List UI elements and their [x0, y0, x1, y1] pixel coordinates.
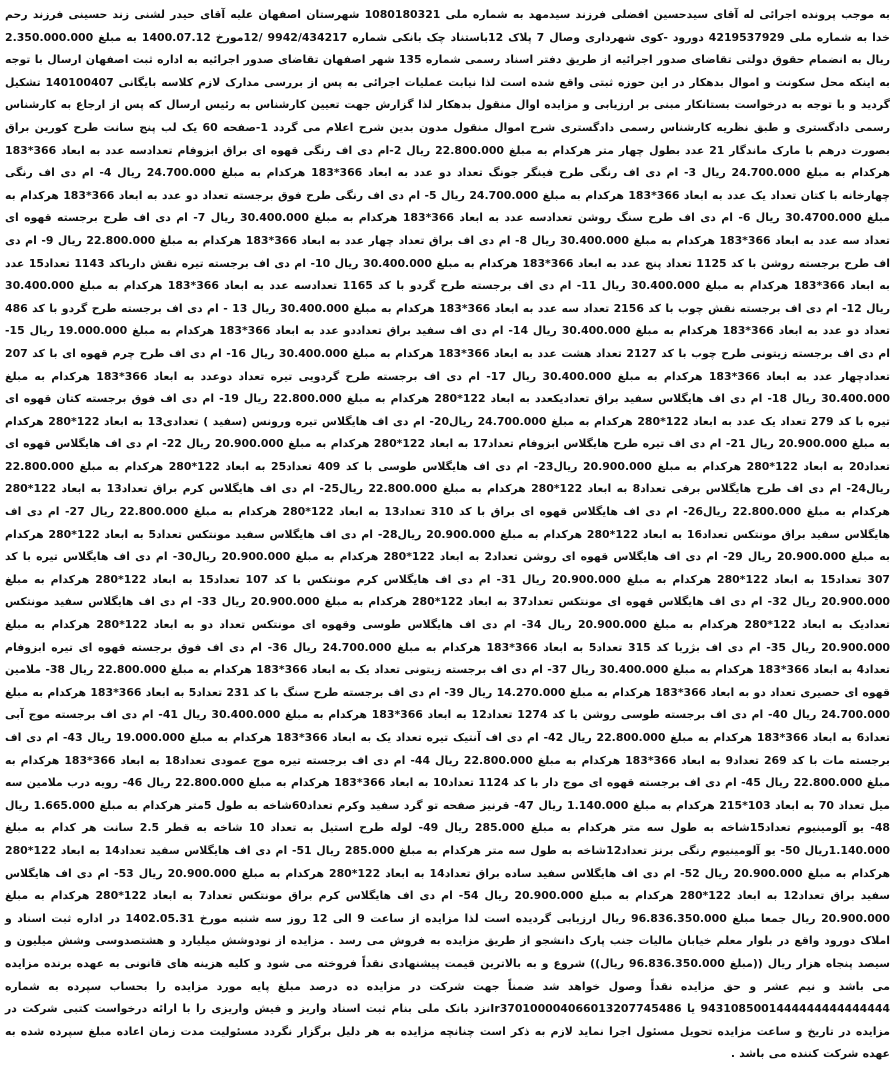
auction-notice-body: به موجب پرونده اجرائی له آقای سیدحسین افضلی فرزند سیدمهد به شماره ملی 1080180321 شهرستان اصفهان علیه آقای حیدر لشنی زند حسینی فرزند رحم خدا به شماره ملی 4219537929 دورود -کوی شهرداری وصال 7 پلاک 12باستناد چک بانکی شماره 9942/434217 /12مورخ 1400.07.12 به مبلغ 2.350.000.000 ریال به انضمام حقوق دولتی تقاضای صدور اجرائیه از طریق دفتر اسناد رسمی شماره 135 شهر اصفهان تقاضای صدور اجرائیه به اداره ثبت اصفهان ارسال با توجه به اینکه محل سکونت و اموال بدهکار در این حوزه ثبتی واقع شده است لذا نیابت عملیات اجرائی به پس از بررسی مدارک لازم کلاسه بایگانی 140100407 تشکیل گردید و با توجه به درخواست بستانکار مبنی بر ارزیابی و مزایده اوال منقول بدهکار لذا گزارش جهت تعیین کارشناس به رئیس ارسال که پس از ارجاع به کارشناس رسمی دادگستری و طبق نظریه کارشناس رسمی دادگستری شرح اموال منقول مدون بدین شرح اعلام می گردد 1-صفحه 60 یک لب پنج سانت طرح کورین براق بصورت درهم با مارک ماندگار 21 عدد بطول چهار متر هرکدام به مبلغ 22.800.000 ریال 2-ام دی اف رنگی قهوه ای براق ابزوفام تعدادسه عدد به ابعاد 366*183 هرکدام به مبلغ 24.700.000 ریال 3- ام دی اف رنگی طرح فینگر جونگ تعداد دو عدد به ابعاد 366*183 هرکدام به مبلغ 24.700.000 ریال 4- ام دی اف رنگی چهارخانه با کتان تعداد یک عدد به ابعاد 366*183 هرکدام به مبلغ 24.700.000 ریال 5- ام دی اف رنگی طرح فوق برجسته تعداد دو عدد به ابعاد 366*183 هرکدام به مبلغ 30.4700.000 ریال 6- ام دی اف طرح سنگ روشن تعدادسه عدد به ابعاد 366*183 هرکدام به مبلغ 30.400.000 ریال 7- ام دی اف طرح برجسته قهوه ای تعداد سه عدد به ابعاد 366*183 هرکدام به مبلغ 30.400.000 ریال 8- ام دی اف براق تعداد چهار عدد به ابعاد 366*183 هرکدام به مبلغ 22.800.000 ریال 9- ام دی اف طرح برجسته روشن با کد 1125 تعداد پنج عدد به ابعاد 366*183 هرکدام به مبلغ 30.400.000 ریال 10- ام دی اف برجسته تیره نقش دارباکد 1143 تعداد15 عدد به ابعاد 366*183 هرکدام به مبلغ 30.400.000 ریال 11- ام دی اف برجسته طرح گردو با کد 1165 تعدادسه عدد به ابعاد 366*183 هرکدام به مبلغ 30.400.000 ریال 12- ام دی اف برجسته نقش چوب با کد 2156 تعداد سه عدد به ابعاد 366*183 هرکدام به مبلغ 30.400.000 ریال 13 - ام دی اف برجسته طرح گردو با کد 486 تعداد دو عدد به ابعاد 366*183 هرکدام به مبلغ 30.400.000 ریال 14- ام دی اف سفید براق تعداددو عدد به ابعاد 366*183 هرکدام به مبلغ 19.000.000 ریال 15- ام دی اف برجسته زیتونی طرح چوب با کد 2127 تعداد هشت عدد به ابعاد 366*183 هرکدام به مبلغ 30.400.000 ریال 16- ام دی اف طرح چرم قهوه ای با کد 207 تعدادچهار عدد به ابعاد 366*183 هرکدام به مبلغ 30.400.000 ریال 17- ام دی اف برجسته طرح گردویی تیره تعداد دوعدد به ابعاد 366*183 هرکدام به مبلغ 30.400.000 ریال 18- ام دی اف هایگلاس سفید براق تعدادیکعدد به ابعاد 122*280 هرکدام به مبلغ 22.800.000 ریال 19- ام دی اف فوق برجسته کتان قهوه ای تیره با کد 279 تعداد یک عدد به ابعاد 122*280 هرکدام به مبلغ 24.700.000 ریال20- ام دی اف هایگلاس تیره ورونس (سفید ) تعدادی13 به ابعاد 122*280 هرکدام به مبلغ 20.900.000 ریال 21- ام دی اف تیره طرح هایگلاس ابزوفام تعداد17 به ابعاد 122*280 هرکدام به مبلغ 20.900.000 ریال 22- ام دی اف هایگلاس قهوه ای تعداد20 به ابعاد 122*280 هرکدام به مبلغ 20.900.000 ریال23- ام دی اف هایگلاس طوسی با کد 409 تعداد25 به ابعاد 122*280 هرکدام به مبلغ 22.800.000 ریال24- ام دی اف طرح هایگلاس برفی تعداد8 به ابعاد 122*280 هرکدام به مبلغ 22.800.000 ریال25- ام دی اف هایگلاس کرم براق تعداد13 به ابعاد 122*280 هرکدام به مبلغ 22.800.000 ریال26- ام دی اف هایگلاس قهوه ای براق با کد 310 تعداد13 به ابعاد 122*280 هرکدام به مبلغ 22.800.000 ریال 27- ام دی اف هایگلاس سفید براق مونتکس تعداد16 به ابعاد 122*280 هرکدام به مبلغ 20.900.000 ریال28- ام دی اف هایگلاس سفید مونتکس تعداد5 به ابعاد 122*280 هرکدام به مبلغ 20.900.000 ریال 29- ام دی اف هایگلاس قهوه ای روشن تعداد2 به ابعاد 122*280 هرکدام به مبلغ 20.900.000 ریال30- ام دی اف هایگلاس تیره با کد 307 تعداد15 به ابعاد 122*280 هرکدام به مبلغ 20.900.000 ریال 31- ام دی اف هایگلاس کرم مونتکس با کد 107 تعداد15 به ابعاد 122*280 هرکدام به مبلغ 20.900.000 ریال 32- ام دی اف هایگلاس قهوه ای مونتکس تعداد37 به ابعاد 122*280 هرکدام به مبلغ 20.900.000 ریال 33- ام دی اف هایگلاس سفید مونتکس تعدادیک به ابعاد 122*280 هرکدام به مبلغ 20.900.000 ریال 34- ام دی اف هایگلاس طوسی وقهوه ای مونتکس تعداد دو به ابعاد 122*280 هرکدام به مبلغ 20.900.000 ریال 35- ام دی اف بژربا کد 315 تعداد5 به ابعاد 366*183 هرکدام به مبلغ 24.700.000 ریال 36- ام دی اف فوق برجسته قهوه ای تیره ابزوفام تعداد4 به ابعاد 366*183 هرکدام به مبلغ 30.400.000 ریال 37- ام دی اف برجسته زیتونی تعداد یک به ابعاد 366*183 هرکدام به مبلغ 22.800.000 ریال 38- ملامین قهوه ای حصیری تعداد دو به ابعاد 366*183 هرکدام به مبلغ 14.270.000 ریال 39- ام دی اف برجسته طرح سنگ با کد 231 تعداد5 به ابعاد 366*183 هرکدام به مبلغ 24.700.000 ریال 40- ام دی اف برجسته طوسی روشن با کد 1274 تعداد12 به ابعاد 366*183 هرکدام به مبلغ 30.400.000 ریال 41- ام دی اف برجسته موج آبی تعداد6 به ابعاد 366*183 هرکدام به مبلغ 22.800.000 ریال 42- ام دی اف آنتیک تیره تعداد یک به ابعاد 366*183 هرکدام به مبلغ 19.000.000 ریال 43- ام دی اف برجسته مات با کد 269 تعداد9 به ابعاد 366*183 هرکدام به مبلغ 22.800.000 ریال 44- ام دی اف برجسته تیره موج عمودی تعداد18 به ابعاد 366*183 هرکدام به مبلغ 22.800.000 ریال 45- ام دی اف برجسته قهوه ای موج دار با کد 1124 تعداد10 به ابعاد 366*183 هرکدام به مبلغ 22.800.000 ریال 46- رویه درب ملامین سه میل تعداد 70 به ابعاد 103*215 هرکدام به مبلغ 1.140.000 ریال 47- قرنیز صفحه تو گرد سفید وکرم تعداد60شاخه به طول 5متر هرکدام به مبلغ 1.665.000 ریال 48- یو آلومینیوم تعداد15شاخه به طول سه متر هرکدام به مبلغ 285.000 ریال 49- لوله طرح استیل به تعداد 10 شاخه به قطر 2.5 سانت هر کدام به مبلغ 1.140.000ریال 50- یو آلومینیوم رنگی برنز تعداد12شاخه به طول سه متر هرکدام به مبلغ 285.000 ریال 51- ام دی اف هایگلاس سفید تعداد14 به ابعاد 122*280 هرکدام به مبلغ 20.900.000 ریال 52- ام دی اف هایگلاس سفید ساده براق تعداد14 به ابعاد 122*280 هرکدام به مبلغ 20.900.000 ریال 53- ام دی اف هایگلاس سفید براق تعداد12 به ابعاد 122*280 هرکدام به مبلغ 20.900.000 ریال 54- ام دی اف هایگلاس کرم براق مونتکس تعداد7 به ابعاد 122*280 هرکدام به مبلغ 20.900.000 ریال جمعا مبلغ 96.836.350.000 ریال ارزیابی گردیده است لذا مزایده از ساعت 9 الی 12 روز سه شنبه مورخ 1402.05.31 در اداره ثبت اسناد و املاک دورود واقع در بلوار معلم خیابان مالیات جنب پارک دانشجو از طریق مزایده به فروش می رسد . مزایده از نودوشش میلیارد و هشتصدوسی وشش میلیون و سیصد پنجاه هزار ریال ((مبلغ 96.836.350.000 ریال)) شروع و به بالاترین قیمت پیشنهادی نقداً فروخته می شود و کلیه هزینه های قانونی به عهده برنده مزایده می باشد و نیم عشر و حق مزایده نقداً وصول خواهد شد ضمناً جهت شرکت در مزایده ده درصد مبلغ پایه مورد مزایده را بحساب سپرده به شماره 9431085001444444444444444 یا Ir370100004066013207745486نزد بانک ملی بنام ثبت اسناد واریز و فیش واریزی را با ارائه درخواست کتبی شرکت در مزایده در تاریخ و ساعت مزایده تحویل مسئول اجرا نماید لازم به ذکر است چنانچه مزایده به هر دلیل برگزار نگردد مسئولیت مدت زمان اعاده مبلغ سپرده شده به عهده شرکت کننده می باشد . [5, 8, 891, 1061]
